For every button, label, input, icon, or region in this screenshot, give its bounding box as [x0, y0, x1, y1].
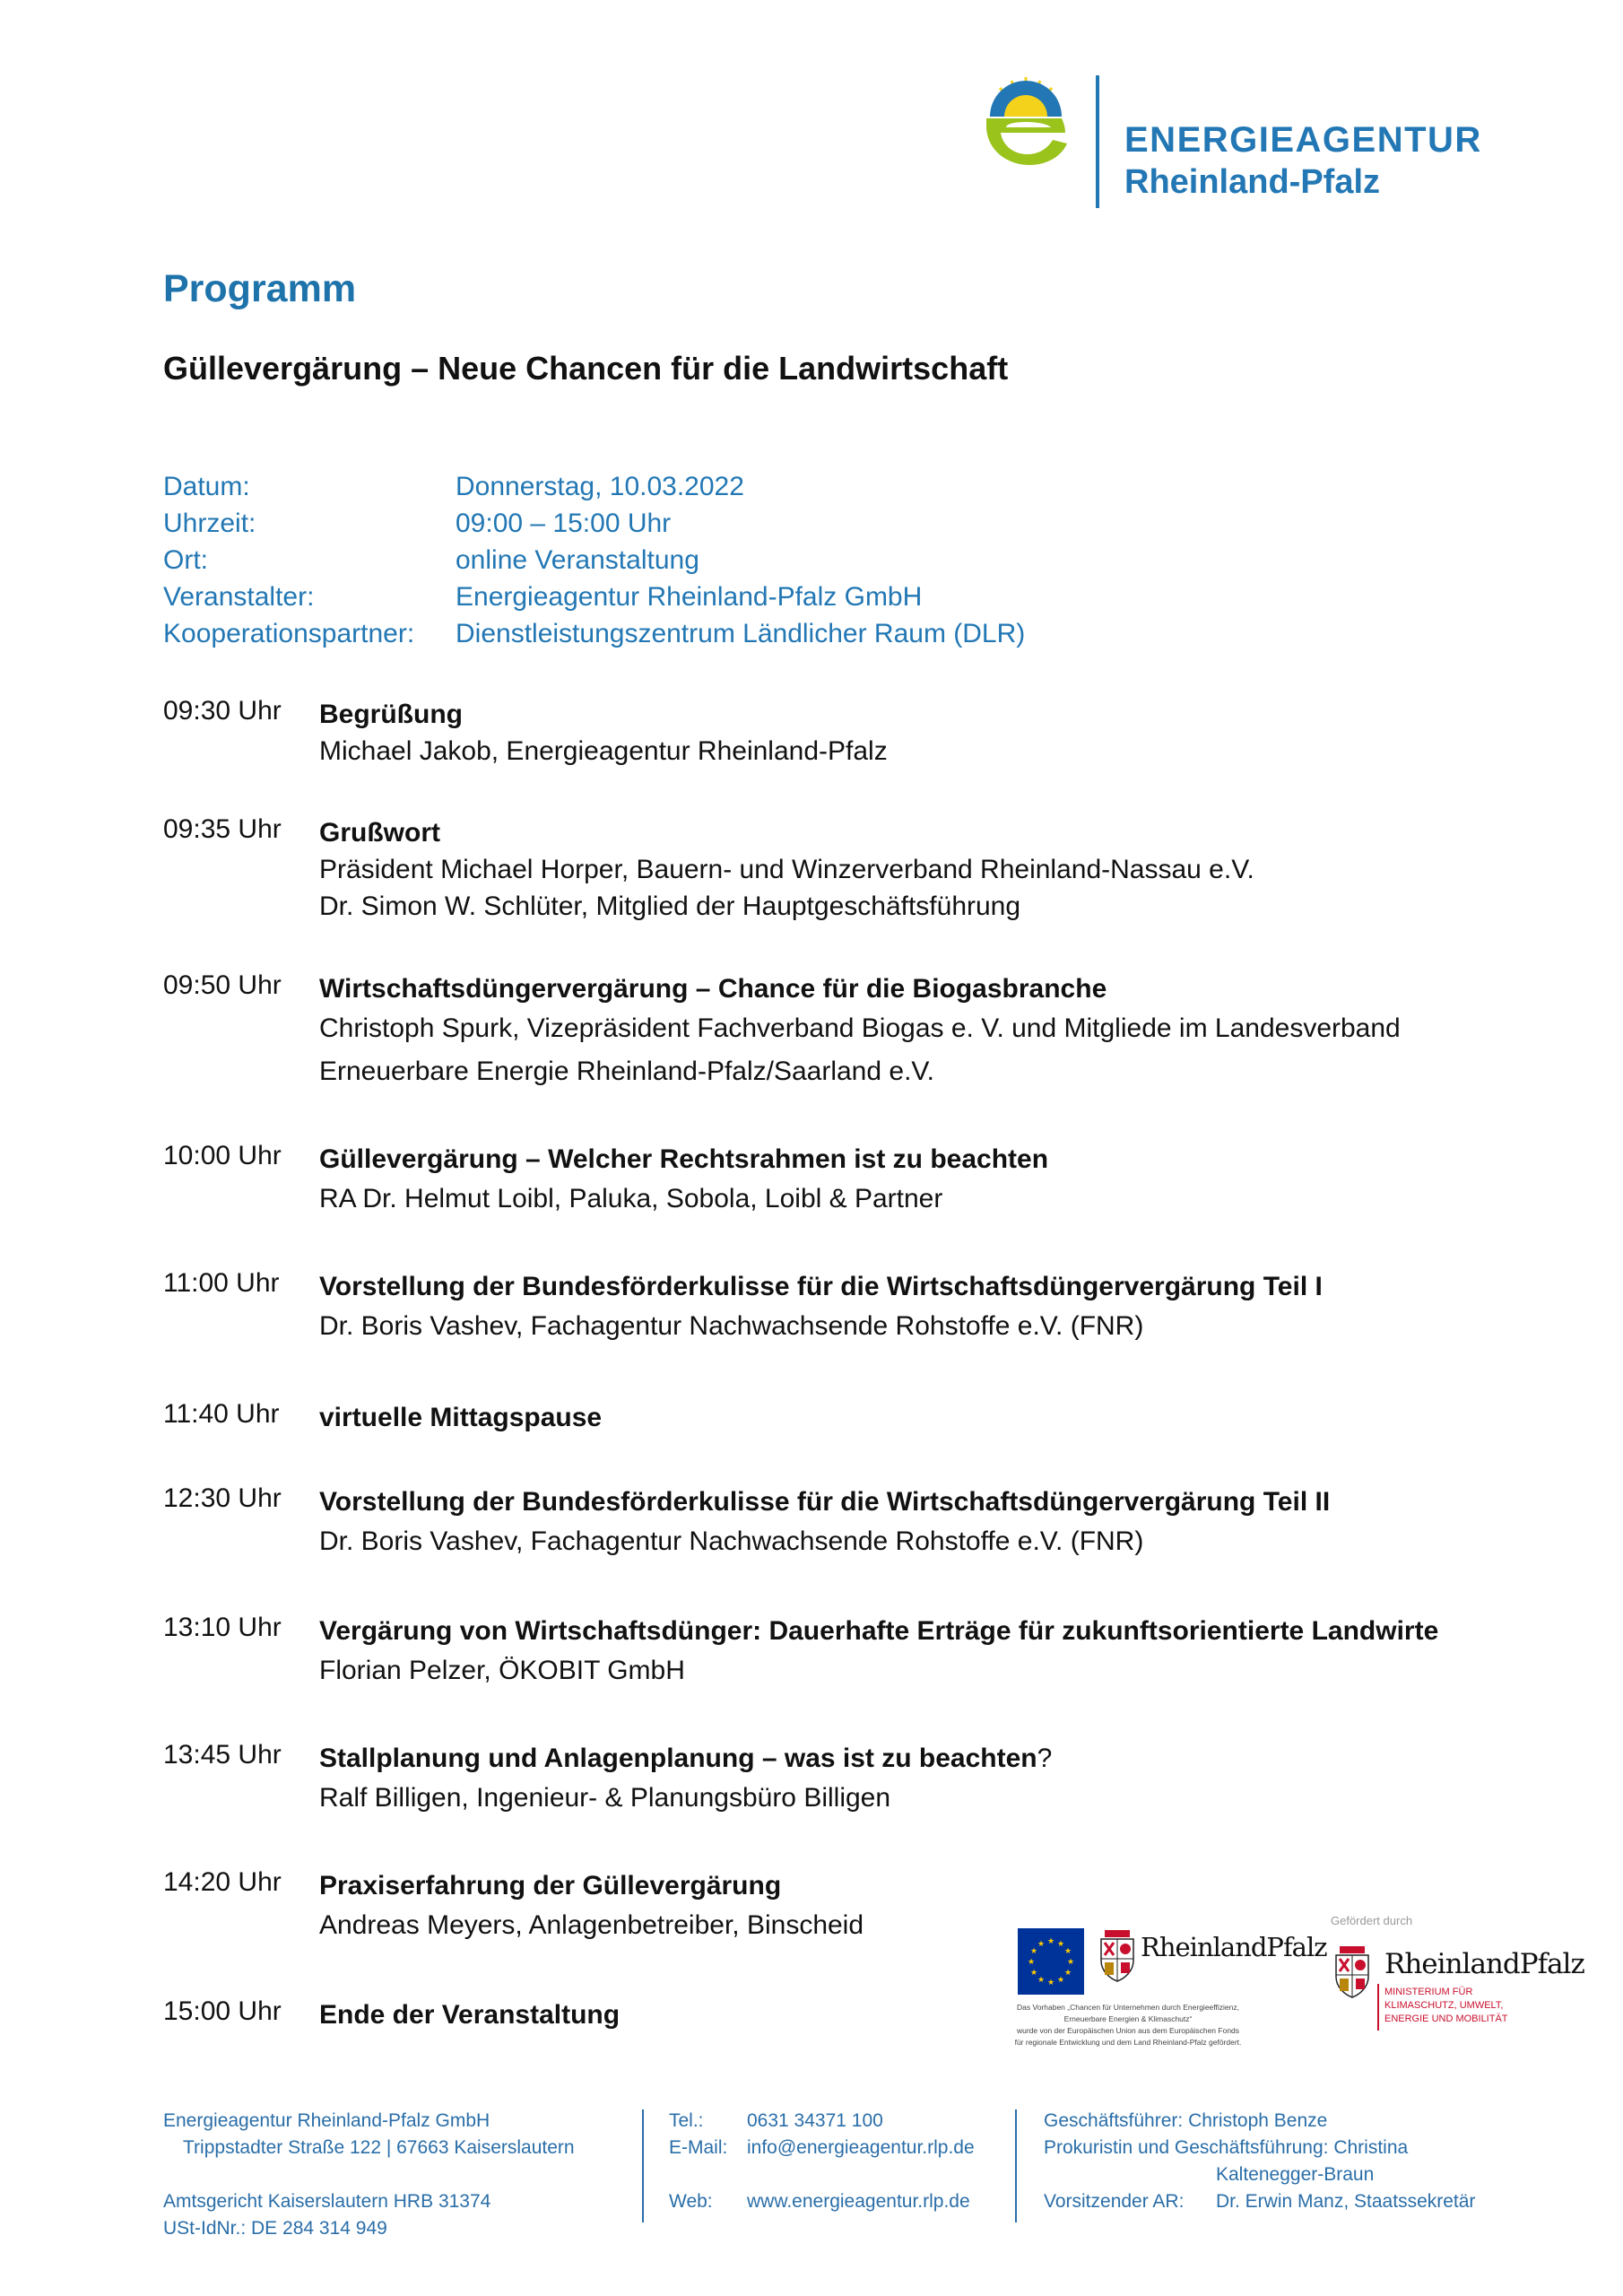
footer-tel: 0631 34371 100 — [747, 2110, 883, 2131]
agenda-time: 09:35 Uhr — [163, 814, 282, 844]
footer-court: Amtsgericht Kaiserslautern HRB 31374 — [163, 2191, 491, 2212]
agenda-title: Güllevergärung – Welcher Rechtsrahmen ist zu beachten — [319, 1144, 1049, 1174]
meta-value: Dienstleistungszentrum Ländlicher Raum (DLR) — [456, 619, 1026, 648]
meta-row-location — [163, 545, 1025, 582]
footer-vat: USt-IdNr.: DE 284 314 949 — [163, 2218, 387, 2239]
event-title: Güllevergärung – Neue Chancen für die Landwirtschaft — [163, 350, 1009, 387]
svg-text:★: ★ — [1066, 1958, 1075, 1967]
agenda-title-text: Stallplanung und Anlagenplanung – was ist zu beachten — [319, 1744, 1037, 1773]
agenda-time: 12:30 Uhr — [163, 1483, 282, 1513]
svg-text:★: ★ — [1056, 1940, 1065, 1949]
meta-row-partner — [163, 619, 1025, 656]
footer-company: Energieagentur Rheinland-Pfalz GmbH — [163, 2110, 490, 2131]
agenda-speaker: Florian Pelzer, ÖKOBIT GmbH — [319, 1656, 685, 1685]
meta-value: 09:00 – 15:00 Uhr — [456, 509, 672, 538]
footer-board: Dr. Erwin Manz, Staatssekretär — [1216, 2191, 1476, 2212]
agenda-time: 15:00 Uhr — [163, 1996, 282, 2026]
footer-tel-label: Tel.: — [669, 2110, 704, 2131]
svg-text:★: ★ — [1037, 1976, 1046, 1985]
meta-label: Datum: — [163, 472, 250, 501]
agenda-title: Vergärung von Wirtschaftsdünger: Dauerhafte Erträge für zukunftsorientierte Landwirte — [319, 1616, 1439, 1646]
meta-value: online Veranstaltung — [456, 545, 699, 575]
agenda-speaker: RA Dr. Helmut Loibl, Paluka, Sobola, Loibl & Partner — [319, 1184, 943, 1213]
agenda-title: virtuelle Mittagspause — [319, 1403, 603, 1432]
agenda-title: Vorstellung der Bundesförderkulisse für die Wirtschaftsdüngervergärung Teil I — [319, 1272, 1323, 1301]
footer-email: info@energieagentur.rlp.de — [747, 2137, 975, 2158]
footer-prokura-cont: Kaltenegger-Braun — [1216, 2164, 1375, 2185]
funding-note-line: für regionale Entwicklung und dem Land Rheinland-Pfalz gefördert. — [1014, 2038, 1242, 2047]
svg-text:★: ★ — [1063, 1947, 1072, 1956]
agenda-speaker: Dr. Boris Vashev, Fachagentur Nachwachsende Rohstoffe e.V. (FNR) — [319, 1526, 1144, 1556]
funding-note-line: wurde von der Europäischen Union aus dem Europäischen Fonds — [1016, 2026, 1240, 2035]
agenda-speaker: Ralf Billigen, Ingenieur- & Planungsbüro Billigen — [319, 1783, 891, 1813]
rlp-logo-text: RheinlandPfalz — [1141, 1932, 1327, 1962]
footer-board-label: Vorsitzender AR: — [1044, 2191, 1185, 2212]
meta-value: Energieagentur Rheinland-Pfalz GmbH — [456, 582, 923, 612]
meta-row-organizer — [163, 582, 1025, 619]
meta-row-date — [163, 472, 1025, 509]
agenda-speaker: Dr. Boris Vashev, Fachagentur Nachwachsende Rohstoffe e.V. (FNR) — [319, 1311, 1144, 1341]
meta-row-time — [163, 509, 1025, 545]
footer-divider — [642, 2109, 644, 2222]
svg-text:★: ★ — [1063, 1969, 1072, 1978]
eu-flag-icon — [1018, 1928, 1084, 1995]
svg-text:★: ★ — [1056, 1976, 1065, 1985]
rlp-coat-of-arms-icon — [1099, 1930, 1135, 1982]
meta-label: Veranstalter: — [163, 582, 315, 612]
meta-value: Donnerstag, 10.03.2022 — [456, 472, 744, 501]
rlp-logo-text: RheinlandPfalz — [1384, 1948, 1584, 1980]
footer-web-label: Web: — [669, 2191, 713, 2212]
funding-note-line: Erneuerbare Energien & Klimaschutz“ — [1063, 2014, 1193, 2023]
meta-label: Uhrzeit: — [163, 509, 256, 538]
meta-label: Ort: — [163, 545, 208, 575]
funded-by-label: Gefördert durch — [1331, 1914, 1413, 1927]
agenda-title: Grußwort — [319, 818, 440, 848]
footer-prokura: Prokuristin und Geschäftsführung: Christina — [1044, 2137, 1409, 2158]
funding-note-line: Das Vorhaben „Chancen für Unternehmen durch Energieeffizienz, — [1017, 2003, 1239, 2012]
svg-text:★: ★ — [1027, 1958, 1036, 1967]
funding-note — [994, 2002, 1263, 2048]
agenda-title: Praxiserfahrung der Güllevergärung — [319, 1871, 782, 1900]
agenda-title: Vorstellung der Bundesförderkulisse für die Wirtschaftsdüngervergärung Teil II — [319, 1487, 1331, 1517]
agenda-time: 13:10 Uhr — [163, 1613, 282, 1642]
logo-wordmark-line2: Rheinland-Pfalz — [1124, 163, 1381, 201]
agenda-time: 11:00 Uhr — [163, 1268, 280, 1298]
ministry-line: MINISTERIUM FÜR — [1384, 1987, 1473, 1997]
agenda-speaker: Dr. Simon W. Schlüter, Mitglied der Hauptgeschäftsführung — [319, 891, 1021, 921]
meta-label: Kooperationspartner: — [163, 619, 415, 648]
agenda-title: Wirtschaftsdüngervergärung – Chance für die Biogasbranche — [319, 974, 1107, 1004]
energieagentur-logo-icon — [979, 75, 1072, 169]
page-title: Programm — [163, 267, 357, 310]
ministry-line: KLIMASCHUTZ, UMWELT, — [1384, 2000, 1504, 2011]
agenda-time: 11:40 Uhr — [163, 1399, 280, 1429]
agenda-speaker: Präsident Michael Horper, Bauern- und Winzerverband Rheinland-Nassau e.V. — [319, 855, 1254, 884]
agenda-time: 14:20 Uhr — [163, 1867, 282, 1897]
agenda-title-suffix: ? — [1037, 1744, 1053, 1773]
svg-text:★: ★ — [1037, 1940, 1046, 1949]
footer-address: Trippstadter Straße 122 | 67663 Kaiserslautern — [183, 2137, 575, 2158]
ministry-line: ENERGIE UND MOBILITÄT — [1384, 2013, 1508, 2024]
ministry-divider — [1377, 1984, 1379, 2031]
footer-divider — [1015, 2109, 1017, 2222]
agenda-title: Begrüßung — [319, 700, 463, 729]
svg-text:★: ★ — [1029, 1969, 1038, 1978]
footer-email-label: E-Mail: — [669, 2137, 728, 2158]
rlp-coat-of-arms-icon — [1334, 1946, 1370, 1998]
svg-text:★: ★ — [1046, 1937, 1055, 1946]
agenda-speaker: Christoph Spurk, Vizepräsident Fachverband Biogas e. V. und Mitgliede im Landesverband — [319, 1013, 1401, 1043]
agenda-speaker: Andreas Meyers, Anlagenbetreiber, Binscheid — [319, 1910, 864, 1940]
agenda-time: 09:50 Uhr — [163, 970, 282, 1000]
agenda-time: 10:00 Uhr — [163, 1141, 282, 1170]
event-meta — [163, 472, 1025, 656]
ministry-name — [1384, 1986, 1508, 2026]
footer-ceo: Geschäftsführer: Christoph Benze — [1044, 2110, 1328, 2131]
logo-divider — [1096, 75, 1099, 208]
agenda-time: 09:30 Uhr — [163, 696, 282, 726]
agenda-time: 13:45 Uhr — [163, 1740, 282, 1770]
agenda-speaker: Erneuerbare Energie Rheinland-Pfalz/Saarland e.V. — [319, 1057, 935, 1086]
agenda-title: Ende der Veranstaltung — [319, 2000, 621, 2030]
footer-web: www.energieagentur.rlp.de — [747, 2191, 970, 2212]
logo-wordmark-line1: ENERGIEAGENTUR — [1124, 120, 1482, 160]
svg-text:★: ★ — [1029, 1947, 1038, 1956]
agenda-speaker: Michael Jakob, Energieagentur Rheinland-Pfalz — [319, 736, 888, 766]
agenda-title — [319, 1740, 1476, 1777]
svg-text:★: ★ — [1046, 1979, 1055, 1987]
